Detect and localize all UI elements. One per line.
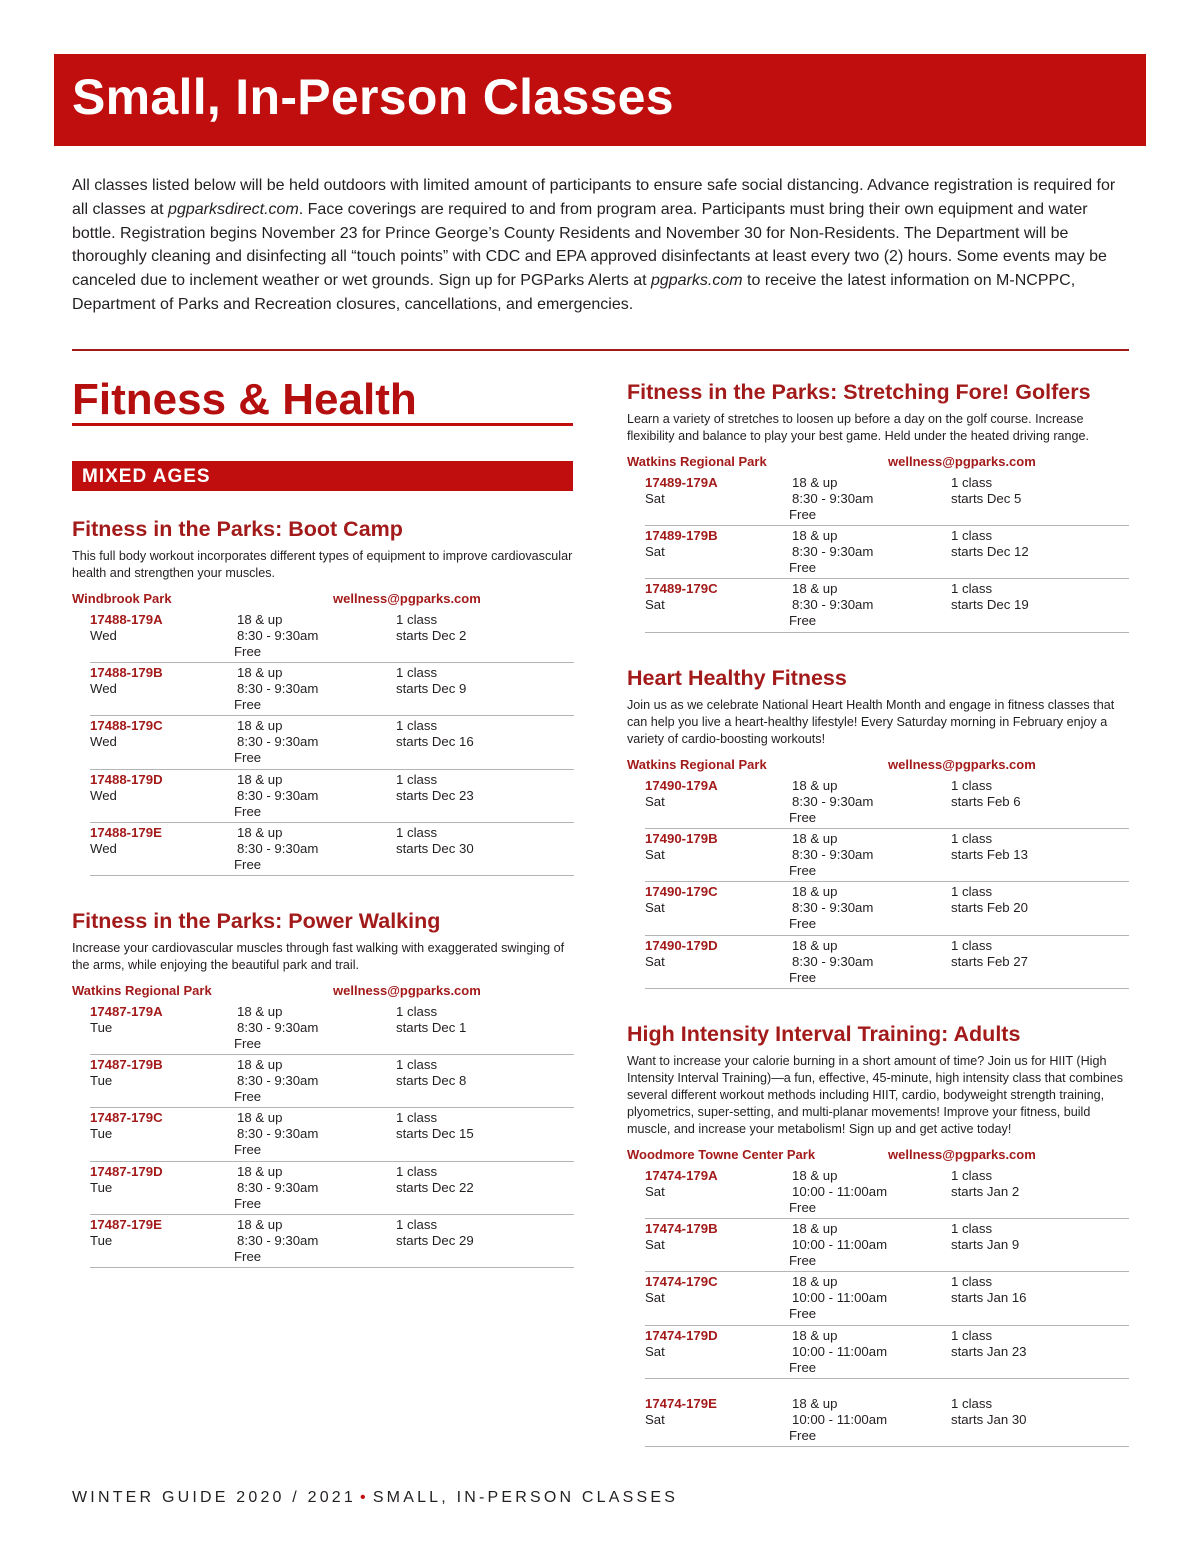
class-time: 8:30 - 9:30am [792, 597, 874, 613]
page-title: Small, In-Person Classes [72, 69, 674, 125]
class-day: Sat [645, 1237, 665, 1253]
program-description: Increase your cardiovascular muscles through fast walking with exaggerated swinging of the arms, while enjoying the beautiful park and trail. [72, 941, 565, 972]
class-time: 8:30 - 9:30am [792, 544, 874, 560]
class-age: 18 & up [792, 581, 838, 597]
class-day: Wed [90, 681, 117, 697]
class-code: 17474-179A [645, 1168, 718, 1183]
class-code: 17474-179B [645, 1221, 718, 1237]
class-count: 1 class [951, 1395, 993, 1411]
footer-guide-label: WINTER GUIDE 2020 / 2021 [72, 1489, 356, 1506]
class-age: 18 & up [792, 1221, 838, 1237]
class-code: 17489-179C [645, 581, 718, 597]
class-start-date: starts Dec 2 [396, 628, 467, 643]
class-day: Wed [90, 734, 117, 750]
class-start-date: starts Feb 6 [951, 794, 1021, 809]
class-row [645, 936, 1129, 989]
class-code: 17488-179E [90, 824, 162, 840]
class-age: 18 & up [792, 1168, 838, 1183]
class-fee: Free [789, 810, 817, 825]
class-fee: Free [234, 1089, 262, 1105]
class-start-date: starts Dec 8 [396, 1073, 467, 1089]
intro-link-pgparks[interactable]: pgparks.com [650, 272, 743, 290]
class-start-date: starts Dec 29 [396, 1232, 474, 1248]
class-age: 18 & up [792, 884, 838, 900]
class-count: 1 class [951, 475, 993, 490]
class-time: 10:00 - 11:00am [792, 1343, 888, 1359]
contact-email-link[interactable]: wellness@pgparks.com [888, 1147, 1036, 1162]
section-divider [72, 349, 1129, 351]
class-count: 1 class [396, 665, 438, 681]
intro-text-3: to receive the latest information on M-NCPPC, Department of Parks and Recreation closures, cancellations, and emergencies. [72, 272, 1076, 313]
class-age: 18 & up [237, 665, 283, 681]
class-count: 1 class [396, 1057, 438, 1073]
class-row [90, 1055, 574, 1108]
location-name: Watkins Regional Park [72, 983, 212, 998]
class-age: 18 & up [237, 824, 283, 840]
class-start-date: starts Dec 5 [951, 491, 1022, 506]
class-fee: Free [789, 1359, 817, 1375]
program-block-boot-camp [72, 513, 574, 876]
class-start-date: starts Dec 23 [396, 787, 474, 803]
class-start-date: starts Dec 16 [396, 734, 474, 750]
class-code: 17474-179D [645, 1327, 718, 1343]
class-start-date: starts Dec 1 [396, 1020, 467, 1035]
class-day: Sat [645, 544, 665, 560]
class-day: Sat [645, 597, 665, 613]
location-row [627, 1147, 1129, 1166]
class-code: 17488-179A [90, 612, 163, 627]
class-count: 1 class [396, 1110, 438, 1126]
class-fee: Free [234, 697, 262, 713]
class-fee: Free [234, 644, 262, 659]
class-time: 8:30 - 9:30am [792, 794, 874, 809]
class-count: 1 class [396, 612, 438, 627]
class-row [645, 1394, 1129, 1447]
class-code: 17489-179B [645, 528, 718, 544]
class-fee: Free [234, 1195, 262, 1211]
location-row [72, 591, 574, 610]
class-age: 18 & up [792, 475, 838, 490]
program-description: Want to increase your calorie burning in a short amount of time? Join us for HIIT (High Intensity Interval Training)—a fun, effective, 45-minute, high intensity class that combines several different workout methods including HIIT, cardio, bodyweight strength training, plyometrics, super-setting, and multi-planar movements! Improve your fitness, build muscle, and increase your metabolism! Sign up and get active today! [627, 1054, 1124, 1136]
location-name: Windbrook Park [72, 591, 172, 606]
class-day: Tue [90, 1179, 113, 1195]
class-age: 18 & up [237, 718, 283, 734]
section-heading [72, 374, 573, 426]
intro-paragraph [72, 174, 1132, 317]
program-block-power-walking [72, 905, 574, 1268]
class-time: 8:30 - 9:30am [237, 1126, 319, 1142]
class-start-date: starts Dec 15 [396, 1126, 474, 1142]
location-row [627, 454, 1129, 473]
class-time: 8:30 - 9:30am [237, 734, 319, 750]
class-code: 17488-179B [90, 665, 163, 681]
program-description: Learn a variety of stretches to loosen up before a day on the golf course. Increase flexibility and balance to play your best game. Held under the heated driving range. [627, 412, 1090, 443]
class-code: 17474-179E [645, 1395, 717, 1411]
class-row [90, 1215, 574, 1268]
class-fee: Free [789, 916, 817, 932]
class-time: 8:30 - 9:30am [792, 953, 874, 969]
program-block-stretching-golfers [627, 376, 1129, 633]
contact-email-link[interactable]: wellness@pgparks.com [333, 591, 481, 606]
class-row [645, 473, 1129, 526]
class-fee: Free [789, 613, 817, 629]
class-time: 10:00 - 11:00am [792, 1237, 888, 1253]
class-row [645, 882, 1129, 935]
location-name: Watkins Regional Park [627, 757, 767, 772]
class-count: 1 class [951, 831, 993, 847]
class-row [645, 1326, 1129, 1379]
intro-link-pgparksdirect[interactable]: pgparksdirect.com [168, 200, 299, 218]
program-description: Join us as we celebrate National Heart Health Month and engage in fitness classes that can help you live a heart-healthy lifestyle! Every Saturday morning in February enjoy a variety of cardio-boosting workouts! [627, 698, 1115, 746]
class-fee: Free [789, 507, 817, 522]
program-title: Heart Healthy Fitness [627, 666, 847, 690]
class-row [645, 579, 1129, 632]
class-day: Sat [645, 1343, 665, 1359]
class-count: 1 class [396, 1163, 438, 1179]
class-count: 1 class [396, 718, 438, 734]
class-row [645, 829, 1129, 882]
class-fee: Free [234, 803, 262, 819]
class-row [645, 1272, 1129, 1325]
section-title-text: Fitness & Health [72, 375, 417, 424]
class-code: 17487-179B [90, 1057, 163, 1073]
class-code: 17474-179C [645, 1274, 718, 1290]
class-count: 1 class [396, 1004, 438, 1019]
age-group-label: MIXED AGES [82, 466, 211, 487]
contact-email-link[interactable]: wellness@pgparks.com [333, 983, 481, 998]
class-day: Sat [645, 1290, 665, 1306]
class-count: 1 class [396, 1216, 438, 1232]
class-row [90, 1002, 574, 1055]
class-start-date: starts Jan 16 [951, 1290, 1027, 1306]
class-time: 8:30 - 9:30am [237, 1232, 319, 1248]
class-count: 1 class [396, 824, 438, 840]
class-code: 17490-179D [645, 937, 718, 953]
class-fee: Free [234, 1248, 262, 1264]
class-fee: Free [789, 1306, 817, 1322]
class-start-date: starts Dec 30 [396, 840, 474, 856]
class-code: 17488-179C [90, 718, 163, 734]
contact-email-link[interactable]: wellness@pgparks.com [888, 757, 1036, 772]
location-row [627, 757, 1129, 776]
class-start-date: starts Feb 20 [951, 900, 1028, 916]
class-fee: Free [789, 560, 817, 576]
class-age: 18 & up [792, 528, 838, 544]
class-count: 1 class [951, 528, 993, 544]
intro-text-2: . Face coverings are required to and from program area. Participants must bring their own equipment and water bottle. Registration begins November 23 for Prince George’s County Residents and November 30 for Non-Residents. The Department will be thoroughly cleaning and disinfecting all “touch points” with CDC and EPA approved disinfectants at least every two (2) hours. Some events may be canceled due to inclement weather or wet grounds. Sign up for PGParks Alerts at [72, 200, 1107, 290]
class-row [645, 1166, 1129, 1219]
class-time: 10:00 - 11:00am [792, 1184, 888, 1199]
class-count: 1 class [951, 937, 993, 953]
class-code: 17487-179C [90, 1110, 163, 1126]
class-time: 8:30 - 9:30am [792, 847, 874, 863]
class-row [645, 1219, 1129, 1272]
class-start-date: starts Feb 27 [951, 953, 1028, 969]
class-day: Sat [645, 1184, 665, 1199]
class-day: Tue [90, 1232, 113, 1248]
class-fee: Free [234, 750, 262, 766]
class-row [90, 663, 574, 716]
intro-text-1: All classes listed below will be held outdoors with limited amount of participants to ensure safe social distancing. Advance registration is required for all classes at [72, 177, 1116, 218]
class-count: 1 class [951, 1274, 993, 1290]
class-fee: Free [234, 1142, 262, 1158]
class-row [90, 1108, 574, 1161]
location-row [72, 983, 574, 1002]
location-name: Watkins Regional Park [627, 454, 767, 469]
program-title: Fitness in the Parks: Power Walking [72, 909, 441, 933]
class-time: 10:00 - 11:00am [792, 1290, 888, 1306]
class-day: Tue [90, 1020, 113, 1035]
program-block-hiit-adults [627, 1018, 1129, 1447]
class-row [90, 823, 574, 876]
class-time: 8:30 - 9:30am [237, 1020, 319, 1035]
class-code: 17489-179A [645, 475, 718, 490]
class-day: Wed [90, 787, 117, 803]
class-start-date: starts Dec 12 [951, 544, 1029, 560]
class-count: 1 class [951, 884, 993, 900]
class-day: Sat [645, 900, 665, 916]
footer-section-label: SMALL, IN-PERSON CLASSES [372, 1489, 679, 1506]
class-code: 17490-179C [645, 884, 718, 900]
class-time: 10:00 - 11:00am [792, 1411, 888, 1427]
page-footer [72, 1489, 678, 1507]
class-row [645, 776, 1129, 829]
class-start-date: starts Jan 30 [951, 1411, 1027, 1427]
class-row [90, 770, 574, 823]
program-title: Fitness in the Parks: Boot Camp [72, 517, 403, 541]
class-fee: Free [789, 1253, 817, 1269]
class-fee: Free [789, 863, 817, 879]
class-time: 8:30 - 9:30am [237, 681, 319, 697]
class-time: 8:30 - 9:30am [237, 1179, 319, 1195]
class-start-date: starts Jan 9 [951, 1237, 1020, 1253]
class-code: 17490-179B [645, 831, 718, 847]
age-group-bar [72, 461, 573, 491]
program-block-heart-healthy [627, 662, 1129, 989]
class-start-date: starts Feb 13 [951, 847, 1028, 863]
class-age: 18 & up [237, 612, 283, 627]
class-start-date: starts Jan 2 [951, 1184, 1020, 1199]
class-time: 8:30 - 9:30am [237, 787, 319, 803]
class-fee: Free [789, 969, 817, 985]
class-count: 1 class [951, 1168, 993, 1183]
class-start-date: starts Jan 23 [951, 1343, 1027, 1359]
class-code: 17490-179A [645, 778, 718, 793]
class-age: 18 & up [792, 937, 838, 953]
class-day: Wed [90, 628, 117, 643]
class-row [645, 526, 1129, 579]
class-start-date: starts Dec 22 [396, 1179, 474, 1195]
class-day: Sat [645, 953, 665, 969]
class-fee: Free [234, 1036, 262, 1051]
program-title: Fitness in the Parks: Stretching Fore! Golfers [627, 380, 1091, 404]
class-age: 18 & up [792, 1395, 838, 1411]
class-start-date: starts Dec 19 [951, 597, 1029, 613]
footer-bullet: • [360, 1489, 369, 1506]
class-code: 17488-179D [90, 771, 163, 787]
class-code: 17487-179D [90, 1163, 163, 1179]
class-row [90, 1162, 574, 1215]
class-day: Sat [645, 847, 665, 863]
class-time: 8:30 - 9:30am [237, 840, 319, 856]
class-time: 8:30 - 9:30am [237, 628, 319, 643]
class-day: Wed [90, 840, 117, 856]
class-fee: Free [789, 1200, 817, 1215]
class-code: 17487-179E [90, 1216, 162, 1232]
class-day: Tue [90, 1126, 113, 1142]
class-age: 18 & up [237, 1110, 283, 1126]
program-title: High Intensity Interval Training: Adults [627, 1022, 1021, 1046]
class-count: 1 class [396, 771, 438, 787]
location-name: Woodmore Towne Center Park [627, 1147, 816, 1162]
class-row [90, 716, 574, 769]
class-count: 1 class [951, 1221, 993, 1237]
page-banner [54, 54, 1146, 146]
class-code: 17487-179A [90, 1004, 163, 1019]
class-count: 1 class [951, 581, 993, 597]
class-fee: Free [234, 856, 262, 872]
class-age: 18 & up [792, 1274, 838, 1290]
class-age: 18 & up [792, 778, 838, 793]
class-day: Sat [645, 491, 665, 506]
class-start-date: starts Dec 9 [396, 681, 467, 697]
program-description: This full body workout incorporates different types of equipment to improve cardiovascular health and strengthen your muscles. [72, 549, 573, 580]
class-age: 18 & up [237, 1163, 283, 1179]
class-count: 1 class [951, 778, 993, 793]
class-day: Sat [645, 1411, 665, 1427]
class-age: 18 & up [792, 831, 838, 847]
class-time: 8:30 - 9:30am [792, 900, 874, 916]
class-count: 1 class [951, 1327, 993, 1343]
class-day: Sat [645, 794, 665, 809]
class-time: 8:30 - 9:30am [237, 1073, 319, 1089]
class-time: 8:30 - 9:30am [792, 491, 874, 506]
class-age: 18 & up [237, 1004, 283, 1019]
contact-email-link[interactable]: wellness@pgparks.com [888, 454, 1036, 469]
class-age: 18 & up [792, 1327, 838, 1343]
class-age: 18 & up [237, 771, 283, 787]
class-day: Tue [90, 1073, 113, 1089]
class-row [90, 610, 574, 663]
class-age: 18 & up [237, 1216, 283, 1232]
class-fee: Free [789, 1427, 817, 1443]
class-age: 18 & up [237, 1057, 283, 1073]
